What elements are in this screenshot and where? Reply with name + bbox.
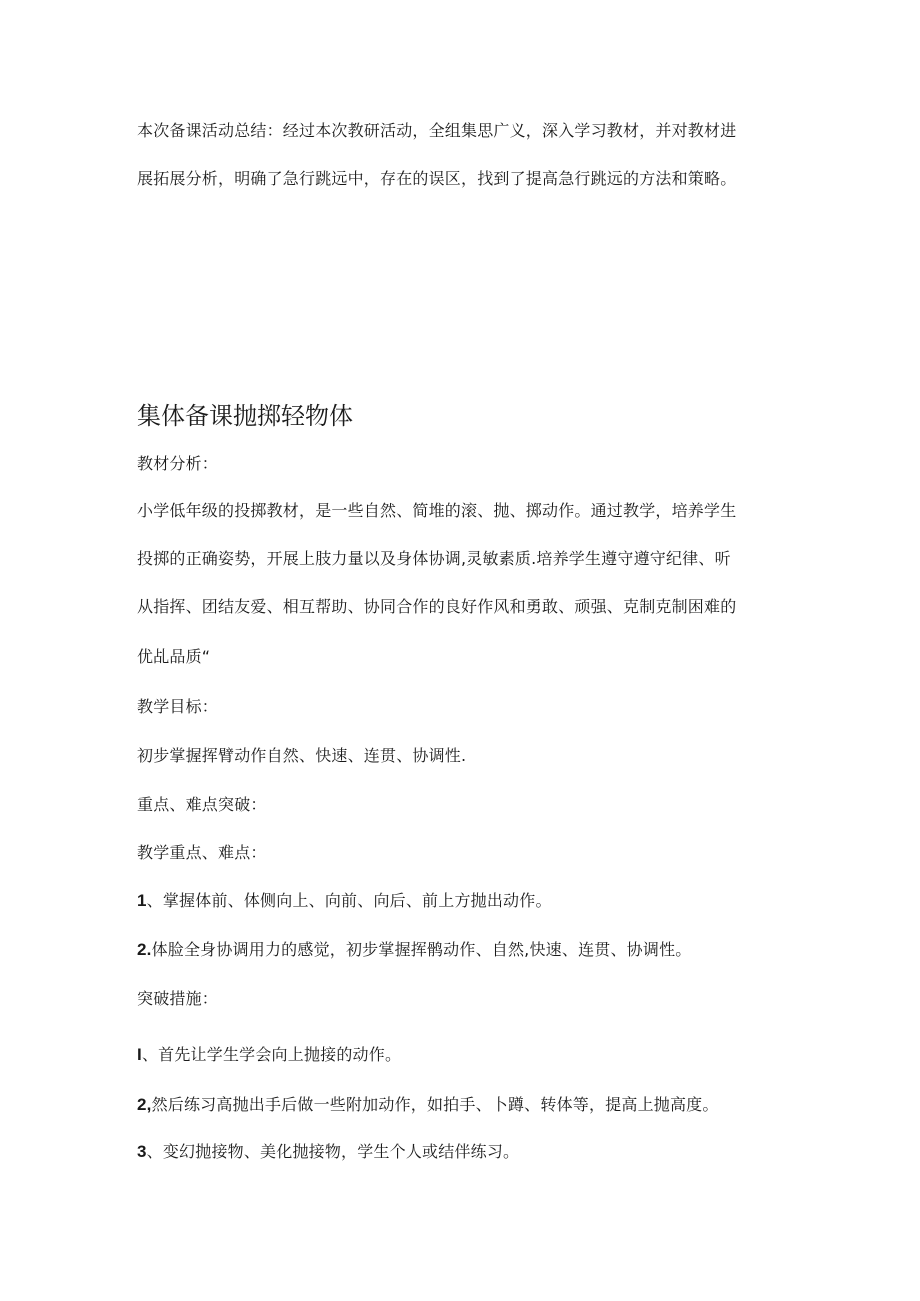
goal-text: 初步掌握挥臂动作自然、快速、连贯、协调性. [137, 746, 467, 765]
analysis-line-1: 小学低年级的投掷教材，是一些自然、简堆的滚、抛、掷动作。通过教学，培养学生 [137, 501, 737, 520]
measures-heading: 突破措施： [137, 989, 219, 1008]
summary-line-1: 本次备课活动总结：经过本次教研活动，全组集思广义，深入学习教材，并对教材进 [137, 121, 737, 140]
measure-3 [137, 1141, 519, 1163]
key-point-text: 体脸全身协调用力的感觉，初步掌握挥鹘动作、自然,快速、连贯、协调性。 [151, 940, 692, 959]
analysis-line-2: 投掷的正确姿势，开展上肢力量以及身体协调,灵敏素质.培养学生遵守遵守纪律、听 [137, 549, 731, 568]
measure-number: I [137, 1045, 142, 1064]
measure-number: 2, [137, 1095, 152, 1114]
analysis-heading: 教材分析： [137, 454, 219, 473]
measure-text: 、变幻抛接物、美化抛接物，学生个人或结伴练习。 [146, 1142, 520, 1161]
goal-heading: 教学目标： [137, 697, 219, 716]
measure-number: 3 [137, 1142, 147, 1161]
key-point-number: 1 [137, 891, 147, 910]
measure-1 [137, 1044, 401, 1066]
key-point-2 [137, 939, 691, 961]
analysis-line-4: 优乩品质“ [137, 647, 211, 666]
section-title: 集体备课抛掷轻物体 [137, 402, 353, 430]
measure-text: 、首先让学生学会向上抛接的动作。 [141, 1045, 402, 1064]
analysis-line-3: 从指挥、团结友爱、相互帮助、协同合作的良好作风和勇敢、顽强、克制克制困难的 [137, 597, 737, 616]
key-heading: 重点、难点突破： [137, 795, 267, 814]
key-point-number: 2. [137, 940, 152, 959]
summary-line-2: 展拓展分析，明确了急行跳远中，存在的误区，找到了提高急行跳远的方法和策略。 [137, 169, 737, 188]
measure-2 [137, 1094, 719, 1116]
key-point-1 [137, 890, 552, 912]
key-subheading: 教学重点、难点： [137, 843, 267, 862]
measure-text: 然后练习高抛出手后做一些附加动作，如拍手、卜蹲、转体等，提高上抛高度。 [151, 1095, 719, 1114]
key-point-text: 、掌握体前、体侧向上、向前、向后、前上方抛出动作。 [146, 891, 552, 910]
